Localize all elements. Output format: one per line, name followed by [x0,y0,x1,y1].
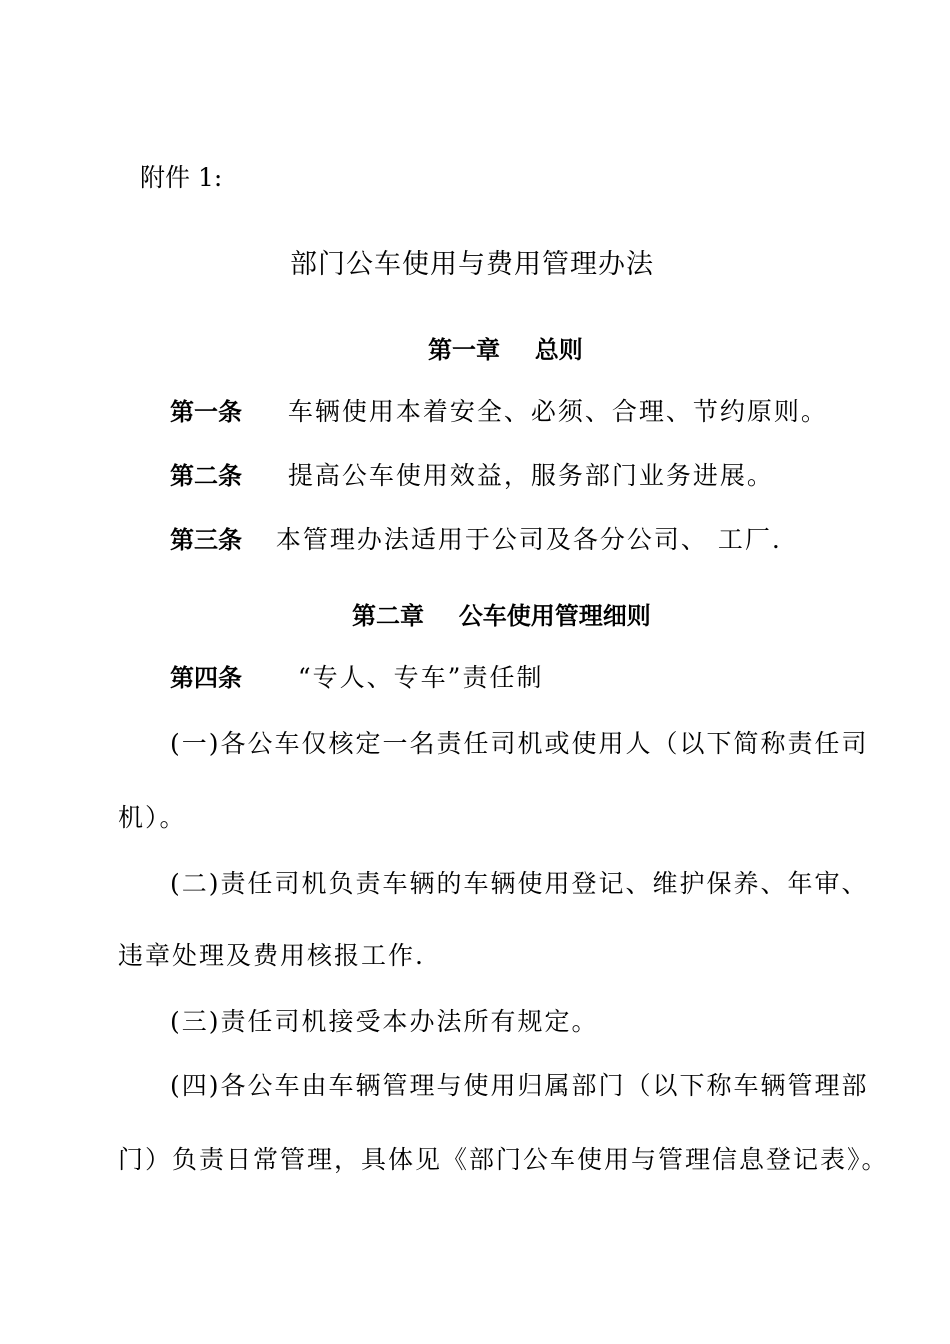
clause-3-line-1: (三)责任司机接受本办法所有规定。 [170,1007,599,1036]
article-2-label: 第二条 [170,462,242,490]
clause-2-line-1: (二)责任司机负责车辆的车辆使用登记、维护保养、年审、 [170,869,869,898]
article-2-text: 提高公车使用效益，服务部门业务进展。 [287,461,774,490]
document-title: 部门公车使用与费用管理办法 [290,249,654,280]
attachment-label: 附件 1: [140,163,223,192]
clause-4-line-2: 门）负责日常管理，具体见《部门公车使用与管理信息登记表》。 [118,1145,889,1174]
article-1-text: 车辆使用本着安全、必须、合理、节约原则。 [287,397,828,426]
article-3-label: 第三条 [170,526,242,554]
chapter-1-heading [428,334,583,366]
article-1 [170,396,828,428]
article-4-text: “专人、专车”责任制 [297,663,544,692]
clause-1-line-1: (一)各公车仅核定一名责任司机或使用人（以下简称责任司 [170,729,869,758]
clause-2-line-2: 违章处理及费用核报工作. [118,941,425,970]
chapter-1-number: 第一章 [428,336,500,364]
article-3-text: 本管理办法适用于公司及各分公司、 工厂. [275,525,782,554]
clause-4-line-1: (四)各公车由车辆管理与使用归属部门（以下称车辆管理部 [170,1071,869,1100]
article-2 [170,460,774,492]
chapter-2-heading [352,600,651,632]
article-1-label: 第一条 [170,398,242,426]
chapter-2-number: 第二章 [352,602,424,630]
article-4 [170,662,543,694]
article-3 [170,524,782,556]
article-4-label: 第四条 [170,664,242,692]
clause-1-line-2: 机）。 [118,803,187,832]
chapter-2-name: 公车使用管理细则 [458,602,651,630]
chapter-1-name: 总则 [534,336,583,364]
